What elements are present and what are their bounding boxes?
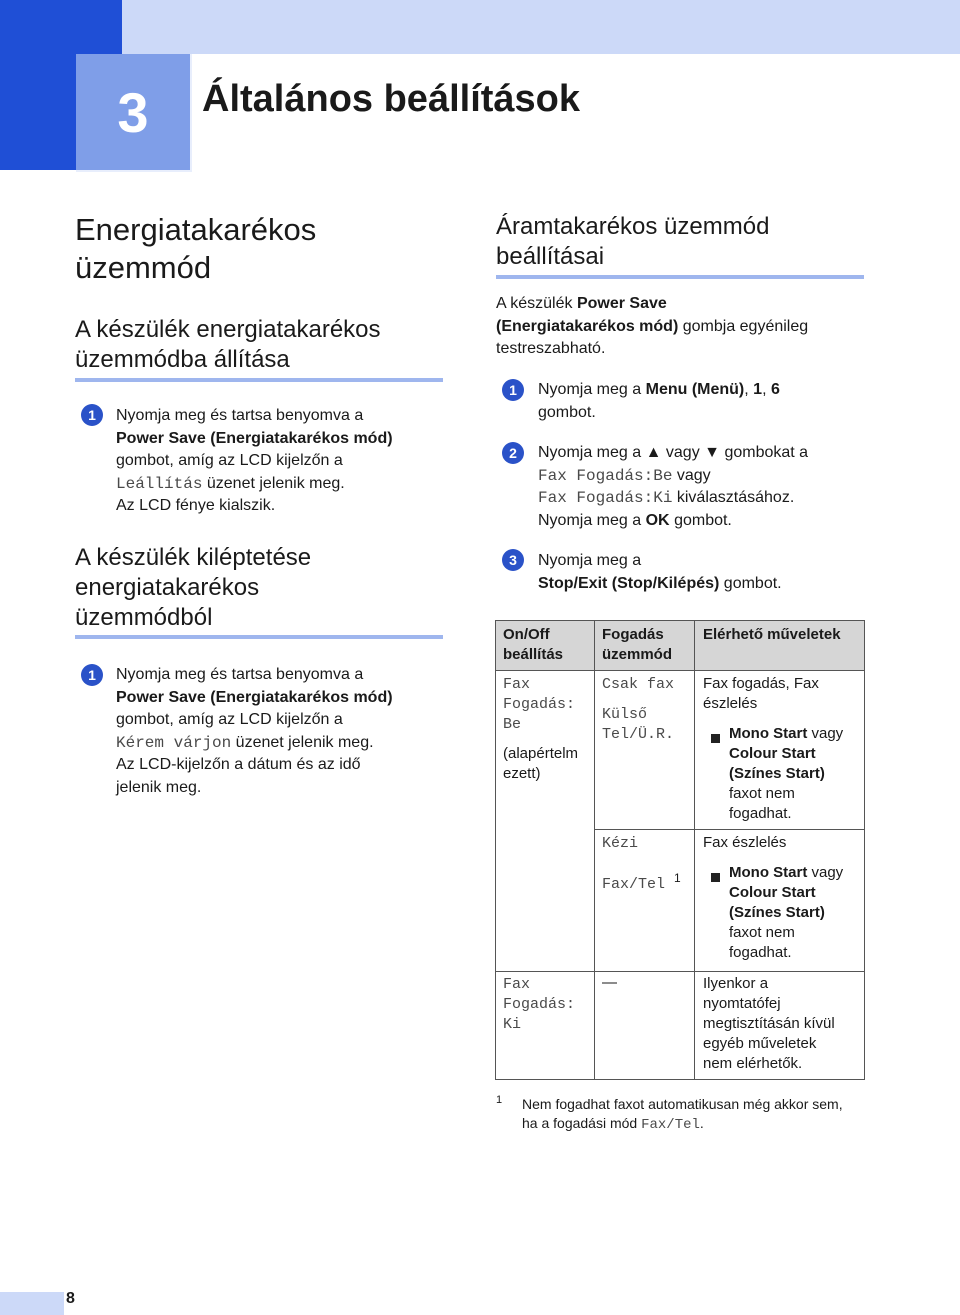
intro-line [496, 293, 876, 316]
receive-mode: — [602, 974, 617, 991]
colour-start-key: Colour Start [729, 884, 816, 901]
cell-text: vagy [811, 864, 844, 881]
step-line [538, 510, 898, 533]
cell-line: Külső [602, 706, 648, 723]
step-line [538, 487, 898, 510]
key-6: 6 [770, 381, 780, 398]
cell-line: Fax [503, 976, 531, 993]
receive-mode: Csak fax [602, 676, 675, 693]
step-text-part: gombot. [723, 574, 782, 592]
ok-key: OK [645, 511, 670, 529]
cell-line: (alapértelm [503, 745, 579, 762]
cell-line: Fogadás: [503, 696, 576, 713]
header-line: beállítás [503, 646, 564, 663]
chapter-title: Általános beállítások [202, 78, 581, 120]
receive-mode [602, 705, 674, 745]
step-text-part: vagy [676, 466, 711, 484]
heading-rule [75, 635, 443, 639]
cell-line: Be [503, 716, 522, 733]
chapter-number: 3 [117, 80, 149, 144]
heading-rule [75, 378, 443, 382]
step-line [538, 442, 898, 465]
cell-line [729, 724, 843, 744]
step-line: jelenik meg. [116, 778, 202, 796]
intro-paragraph [496, 293, 876, 361]
stop-exit-key: Stop/Exit (Stop/Kilépés) [538, 574, 720, 592]
table-header [602, 625, 672, 665]
step-line: Nyomja meg és tartsa benyomva a [116, 666, 364, 683]
operations-text: Fax észlelés [703, 834, 787, 851]
bullet-text [729, 724, 843, 824]
sep: , [762, 381, 771, 398]
cell-line: észlelés [703, 695, 758, 712]
cell-line: faxot nem [729, 785, 795, 802]
step-text [116, 664, 456, 799]
step-line: gombot, amíg az LCD kijelzőn a [116, 711, 343, 728]
mono-start-key: Mono Start [729, 864, 808, 881]
footnote-number: 1 [496, 1094, 503, 1106]
intro-text: A készülék [496, 295, 573, 312]
step-text [538, 379, 878, 424]
subsection-heading [75, 543, 311, 633]
footer-band [0, 1292, 64, 1315]
page-number: 8 [66, 1290, 75, 1307]
lcd-option: Fax Fogadás:Be [538, 466, 673, 485]
cell-text: vagy [811, 725, 844, 742]
lcd-message: Leállítás [116, 474, 203, 493]
bullet-square-icon [711, 729, 720, 749]
bullet-square-icon [711, 868, 720, 888]
onoff-value [503, 975, 575, 1035]
lcd-option: Fax Fogadás:Ki [538, 489, 673, 507]
cell-line [729, 863, 843, 883]
cell-line: fogadhat. [729, 805, 792, 822]
step-badge: 1 [81, 404, 103, 426]
footnote-line: Nem fogadhat faxot automatikusan még akkor sem, [522, 1096, 843, 1112]
step-line-text: üzenet jelenik meg. [206, 474, 345, 492]
intro-bold: Power Save [576, 295, 667, 312]
step-line: Az LCD-kijelzőn a dátum és az idő [116, 756, 361, 773]
cell-line: faxot nem [729, 924, 795, 941]
cell-line: Tel/Ü.R. [602, 726, 675, 743]
step-badge: 1 [81, 664, 103, 686]
intro-line [496, 316, 876, 339]
intro-text: gombja egyénileg [682, 317, 809, 335]
step-text-part: Nyomja meg a [538, 444, 642, 461]
step-line: Nyomja meg a [538, 552, 642, 569]
footnote-text [522, 1095, 882, 1135]
down-arrow-icon: ▼ [704, 444, 720, 461]
step-text-part: vagy [665, 444, 700, 461]
default-note [503, 744, 578, 784]
step-line: Az LCD fénye kialszik. [116, 497, 276, 514]
header-line: üzemmód [602, 646, 673, 663]
step-line: gombot, amíg az LCD kijelzőn a [116, 452, 343, 469]
step-text [538, 550, 878, 595]
operations-text [703, 674, 819, 714]
footnote-line [522, 1114, 882, 1135]
step-line: gombot. [538, 403, 596, 421]
step-line-bold: Power Save (Energiatakarékos mód) [116, 429, 393, 447]
step-line [538, 465, 898, 488]
colour-start-key: (Színes Start) [729, 904, 825, 921]
step-line-bold: Power Save (Energiatakarékos mód) [116, 688, 393, 706]
footnote-part: ha a fogadási mód [522, 1115, 638, 1131]
cell-line: fogadhat. [729, 944, 792, 961]
table-header [503, 625, 563, 665]
step-line [116, 732, 456, 755]
step-text-part: gombot. [674, 511, 732, 529]
sep: , [744, 381, 754, 398]
section-heading [75, 211, 316, 287]
subsection-heading-line: A készülék kiléptetése [75, 544, 312, 571]
subsection-heading-line: A készülék energiatakarékos [75, 316, 381, 343]
cell-line: nyomtatófej [703, 995, 781, 1012]
step-badge: 2 [502, 442, 524, 464]
bullet-text [729, 863, 843, 963]
cell-line: Ilyenkor a [703, 975, 769, 992]
step-text [538, 442, 898, 532]
step-text-part: kiválasztásához. [676, 489, 795, 506]
subsection-heading-line: energiatakarékos [75, 574, 260, 601]
mono-start-key: Mono Start [729, 725, 808, 742]
step-text-part: Nyomja meg a [538, 511, 642, 529]
footnote-part: . [699, 1115, 704, 1131]
receive-mode-text: Fax/Tel [602, 876, 666, 893]
cell-line: ezett) [503, 765, 541, 782]
subsection-heading-line: üzemmódba állítása [75, 346, 290, 373]
step-badge: 3 [502, 549, 524, 571]
operations-text [703, 974, 835, 1074]
receive-mode [602, 868, 681, 895]
subsection-heading [496, 212, 769, 272]
subsection-heading-line: beállításai [496, 243, 605, 270]
subsection-heading-line: Áramtakarékos üzemmód [496, 213, 770, 240]
intro-bold: (Energiatakarékos mód) [496, 317, 679, 335]
cell-line: Fax fogadás, Fax [703, 675, 819, 692]
colour-start-key: (Színes Start) [729, 765, 825, 782]
subsection-heading-line: üzemmódból [75, 604, 213, 631]
footnote-ref: 1 [674, 871, 681, 885]
colour-start-key: Colour Start [729, 745, 816, 762]
receive-mode: Kézi [602, 835, 639, 852]
table-header: Elérhető műveletek [703, 626, 841, 643]
heading-rule [496, 275, 864, 279]
key-1: 1 [753, 381, 763, 398]
step-line [538, 379, 878, 402]
section-heading-line: Energiatakarékos [75, 212, 317, 247]
menu-key: Menu (Menü) [645, 381, 745, 398]
up-arrow-icon: ▲ [645, 444, 662, 461]
step-line [116, 473, 456, 496]
onoff-value [503, 675, 575, 735]
subsection-heading [75, 315, 381, 375]
step-line [538, 573, 878, 596]
footnote-mode: Fax/Tel [641, 1117, 700, 1133]
header-line: Fogadás [602, 626, 664, 643]
step-badge: 1 [502, 379, 524, 401]
header-band-light [122, 0, 960, 54]
cell-line: Fax [503, 676, 531, 693]
cell-line: egyéb műveletek [703, 1035, 817, 1052]
cell-line: megtisztításán kívül [703, 1015, 835, 1032]
cell-line: Ki [503, 1016, 522, 1033]
step-line: Nyomja meg és tartsa benyomva a [116, 407, 364, 424]
section-heading-line: üzemmód [75, 250, 212, 285]
cell-line: Fogadás: [503, 996, 576, 1013]
lcd-message: Kérem várjon [116, 733, 232, 752]
step-text-part: Nyomja meg a [538, 381, 642, 398]
step-text [116, 405, 456, 518]
header-line: On/Off [503, 626, 550, 643]
step-line-text: üzenet jelenik meg. [235, 733, 374, 751]
cell-line: nem elérhetők. [703, 1055, 803, 1072]
step-text-part: gombokat a [724, 444, 809, 461]
intro-line: testreszabható. [496, 340, 606, 357]
